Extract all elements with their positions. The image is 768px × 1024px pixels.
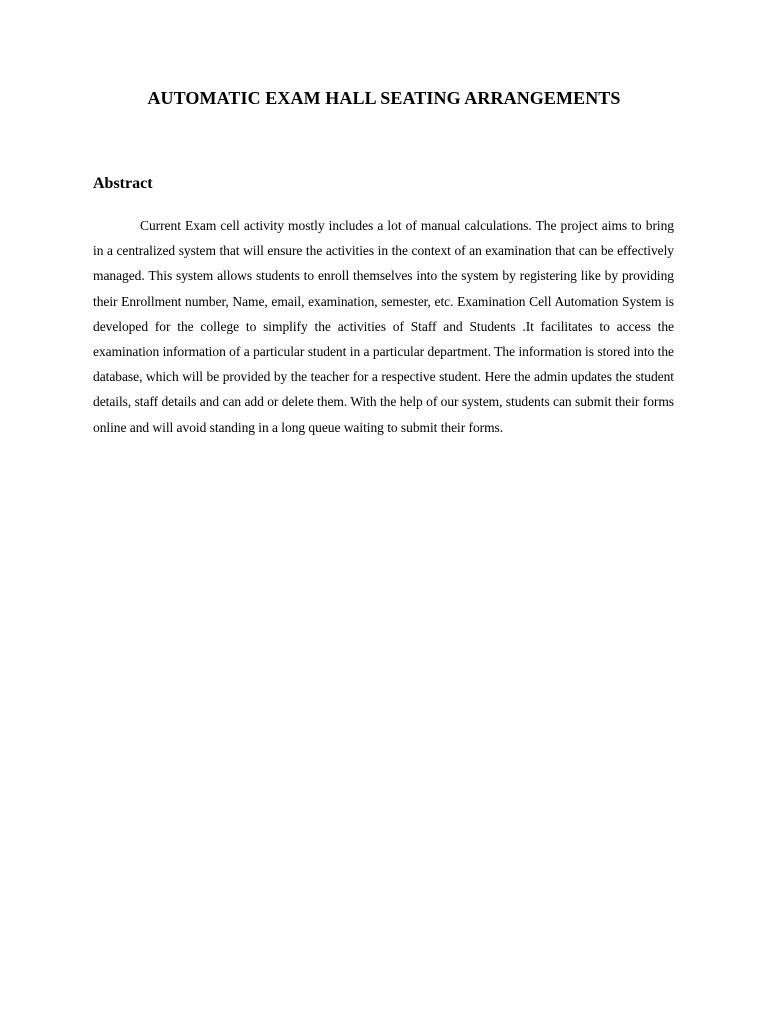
document-title: AUTOMATIC EXAM HALL SEATING ARRANGEMENTS — [147, 88, 621, 108]
abstract-heading: Abstract — [93, 175, 153, 192]
abstract-paragraph: Current Exam cell activity mostly includes a lot of manual calculations. The project aims to bring in a centralized system that will ensure the activities in the context of an examination that can be effectively managed. This system allows students to enroll themselves into the system by registering like by providing their Enrollment number, Name, email, examination, semester, etc. Examination Cell Automation System is developed for the college to simplify the activities of Staff and Students .It facilitates to access the examination information of a particular student in a particular department. The information is stored into the database, which will be provided by the teacher for a respective student. Here the admin updates the student details, staff details and can add or delete them. With the help of our system, students can submit their forms online and will avoid standing in a long queue waiting to submit their forms. — [93, 218, 674, 435]
